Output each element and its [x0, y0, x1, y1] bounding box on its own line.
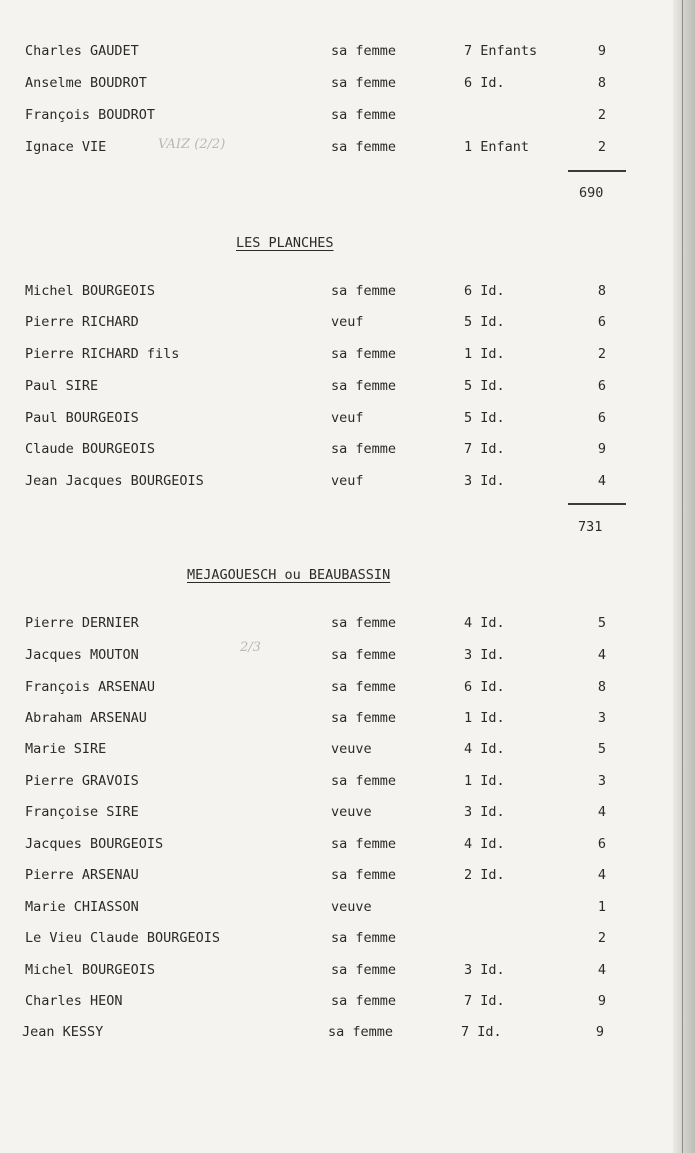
person-name: François BOUDROT [25, 107, 156, 123]
person-name: Marie CHIASSON [25, 899, 139, 915]
table-row [0, 107, 660, 125]
subtotal-rule [568, 170, 626, 172]
section-heading: LES PLANCHES [236, 235, 334, 251]
subtotal-rule [568, 503, 626, 505]
table-row [0, 410, 660, 428]
children-count: 4 Id. [464, 741, 505, 757]
section-heading: MEJAGOUESCH ou BEAUBASSIN [187, 567, 391, 583]
table-row [0, 473, 660, 491]
children-count: 1 Id. [464, 710, 505, 726]
spouse-status: veuve [331, 899, 372, 915]
household-total: 9 [597, 441, 606, 457]
person-name: Paul SIRE [25, 378, 99, 394]
table-row [0, 378, 660, 396]
spouse-status: sa femme [331, 346, 397, 362]
children-count: 7 Id. [461, 1024, 502, 1040]
table-row [0, 139, 660, 157]
household-total: 4 [597, 473, 606, 489]
person-name: Michel BOURGEOIS [25, 962, 156, 978]
table-row [0, 867, 660, 885]
person-name: Ignace VIE [25, 139, 107, 155]
household-total: 9 [597, 993, 606, 1009]
household-total: 8 [597, 283, 606, 299]
person-name: Pierre ARSENAU [25, 867, 139, 883]
table-row [0, 314, 660, 332]
handwritten-note: VAIZ (2/2) [158, 137, 226, 152]
children-count: 3 Id. [464, 647, 505, 663]
table-row [0, 899, 660, 917]
household-total: 2 [597, 107, 606, 123]
household-total: 4 [597, 647, 606, 663]
table-row [0, 346, 660, 364]
person-name: Anselme BOUDROT [25, 75, 147, 91]
page-binding-edge [673, 0, 695, 1153]
children-count: 1 Id. [464, 773, 505, 789]
spouse-status: sa femme [328, 1024, 394, 1040]
household-total: 5 [597, 615, 606, 631]
person-name: François ARSENAU [25, 679, 156, 695]
household-total: 8 [597, 679, 606, 695]
spouse-status: sa femme [331, 441, 397, 457]
table-row [0, 1024, 660, 1042]
person-name: Paul BOURGEOIS [25, 410, 139, 426]
children-count: 6 Id. [464, 679, 505, 695]
children-count: 7 Id. [464, 993, 505, 1009]
spouse-status: veuf [331, 410, 364, 426]
household-total: 4 [597, 867, 606, 883]
children-count: 3 Id. [464, 804, 505, 820]
spouse-status: sa femme [331, 710, 397, 726]
spouse-status: sa femme [331, 647, 397, 663]
children-count: 6 Id. [464, 283, 505, 299]
household-total: 8 [597, 75, 606, 91]
children-count: 5 Id. [464, 314, 505, 330]
table-row [0, 615, 660, 633]
person-name: Abraham ARSENAU [25, 710, 147, 726]
household-total: 2 [597, 930, 606, 946]
table-row [0, 773, 660, 791]
spouse-status: sa femme [331, 773, 397, 789]
spouse-status: veuve [331, 804, 372, 820]
table-row [0, 75, 660, 93]
person-name: Claude BOURGEOIS [25, 441, 156, 457]
children-count: 1 Id. [464, 346, 505, 362]
household-total: 5 [597, 741, 606, 757]
spouse-status: sa femme [331, 993, 397, 1009]
children-count: 7 Id. [464, 441, 505, 457]
table-row [0, 441, 660, 459]
household-total: 9 [597, 43, 606, 59]
household-total: 3 [597, 710, 606, 726]
table-row [0, 930, 660, 948]
spouse-status: sa femme [331, 867, 397, 883]
household-total: 2 [597, 139, 606, 155]
children-count: 2 Id. [464, 867, 505, 883]
spouse-status: sa femme [331, 962, 397, 978]
table-row [0, 43, 660, 61]
children-count: 3 Id. [464, 962, 505, 978]
household-total: 6 [597, 314, 606, 330]
children-count: 5 Id. [464, 378, 505, 394]
household-total: 3 [597, 773, 606, 789]
children-count: 5 Id. [464, 410, 505, 426]
person-name: Le Vieu Claude BOURGEOIS [25, 930, 221, 946]
household-total: 6 [597, 378, 606, 394]
children-count: 7 Enfants [464, 43, 538, 59]
table-row [0, 741, 660, 759]
household-total: 6 [597, 836, 606, 852]
spouse-status: sa femme [331, 930, 397, 946]
children-count: 3 Id. [464, 473, 505, 489]
table-row [0, 804, 660, 822]
person-name: Pierre RICHARD fils [25, 346, 180, 362]
spouse-status: sa femme [331, 679, 397, 695]
table-row [0, 679, 660, 697]
spouse-status: sa femme [331, 107, 397, 123]
spouse-status: sa femme [331, 378, 397, 394]
household-total: 6 [597, 410, 606, 426]
spouse-status: sa femme [331, 139, 397, 155]
household-total: 4 [597, 962, 606, 978]
person-name: Jean KESSY [22, 1024, 104, 1040]
person-name: Pierre RICHARD [25, 314, 139, 330]
spouse-status: veuf [331, 314, 364, 330]
table-row [0, 647, 660, 665]
person-name: Jacques MOUTON [25, 647, 139, 663]
table-row [0, 836, 660, 854]
household-total: 2 [597, 346, 606, 362]
spouse-status: sa femme [331, 283, 397, 299]
children-count: 1 Enfant [464, 139, 530, 155]
person-name: Jacques BOURGEOIS [25, 836, 164, 852]
table-row [0, 283, 660, 301]
spouse-status: sa femme [331, 836, 397, 852]
person-name: Charles HEON [25, 993, 123, 1009]
children-count: 4 Id. [464, 836, 505, 852]
person-name: Françoise SIRE [25, 804, 139, 820]
spouse-status: sa femme [331, 75, 397, 91]
children-count: 4 Id. [464, 615, 505, 631]
person-name: Pierre GRAVOIS [25, 773, 139, 789]
spouse-status: sa femme [331, 615, 397, 631]
table-row [0, 993, 660, 1011]
household-total: 4 [597, 804, 606, 820]
spouse-status: veuf [331, 473, 364, 489]
children-count: 6 Id. [464, 75, 505, 91]
table-row [0, 710, 660, 728]
subtotal: 690 [579, 185, 604, 201]
person-name: Marie SIRE [25, 741, 107, 757]
spouse-status: veuve [331, 741, 372, 757]
table-row [0, 962, 660, 980]
person-name: Jean Jacques BOURGEOIS [25, 473, 204, 489]
household-total: 1 [597, 899, 606, 915]
handwritten-note: 2/3 [240, 640, 261, 655]
household-total: 9 [595, 1024, 604, 1040]
person-name: Michel BOURGEOIS [25, 283, 156, 299]
subtotal: 731 [578, 519, 603, 535]
spouse-status: sa femme [331, 43, 397, 59]
person-name: Charles GAUDET [25, 43, 139, 59]
person-name: Pierre DERNIER [25, 615, 139, 631]
